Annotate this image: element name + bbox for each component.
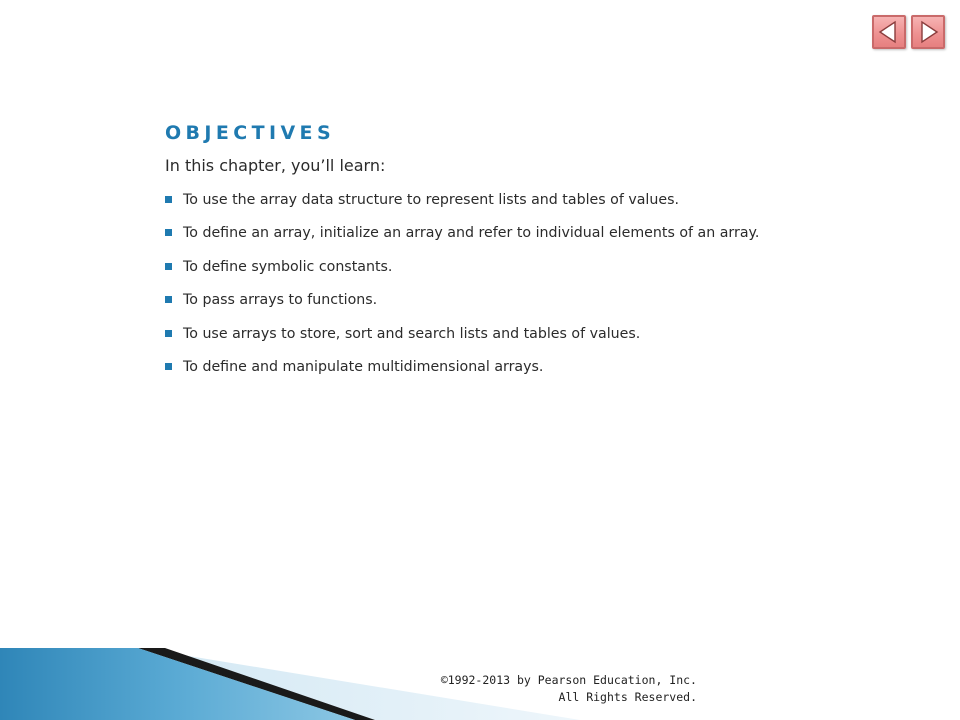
page-title: OBJECTIVES [165, 122, 336, 144]
square-bullet-icon [165, 296, 172, 303]
previous-slide-button[interactable] [872, 15, 906, 49]
objective-text: To use the array data structure to represent lists and tables of values. [183, 192, 679, 208]
list-item [165, 357, 805, 377]
intro-text: In this chapter, you’ll learn: [165, 156, 386, 175]
slide-content [165, 118, 805, 390]
objective-text: To pass arrays to functions. [183, 292, 378, 309]
list-item [165, 290, 805, 310]
square-bullet-icon [165, 196, 172, 203]
objective-text: To use arrays to store, sort and search lists and tables of values. [183, 325, 641, 342]
copyright-notice [441, 672, 697, 706]
list-item [165, 324, 805, 344]
triangle-left-icon [874, 17, 904, 47]
list-item [165, 257, 805, 277]
rights-line: All Rights Reserved. [558, 690, 697, 704]
square-bullet-icon [165, 229, 172, 236]
objective-text: To define an array, initialize an array and refer to individual elements of an array. [183, 225, 760, 242]
list-item [165, 223, 805, 243]
square-bullet-icon [165, 330, 172, 337]
objectives-list [165, 190, 805, 377]
triangle-right-icon [913, 17, 943, 47]
objective-text: To define and manipulate multidimensional arrays. [183, 358, 544, 375]
square-bullet-icon [165, 363, 172, 370]
list-item [165, 190, 805, 210]
objective-text: To define symbolic constants. [183, 258, 393, 275]
copyright-line: ©1992-2013 by Pearson Education, Inc. [440, 673, 697, 687]
next-slide-button[interactable] [911, 15, 945, 49]
square-bullet-icon [165, 263, 172, 270]
